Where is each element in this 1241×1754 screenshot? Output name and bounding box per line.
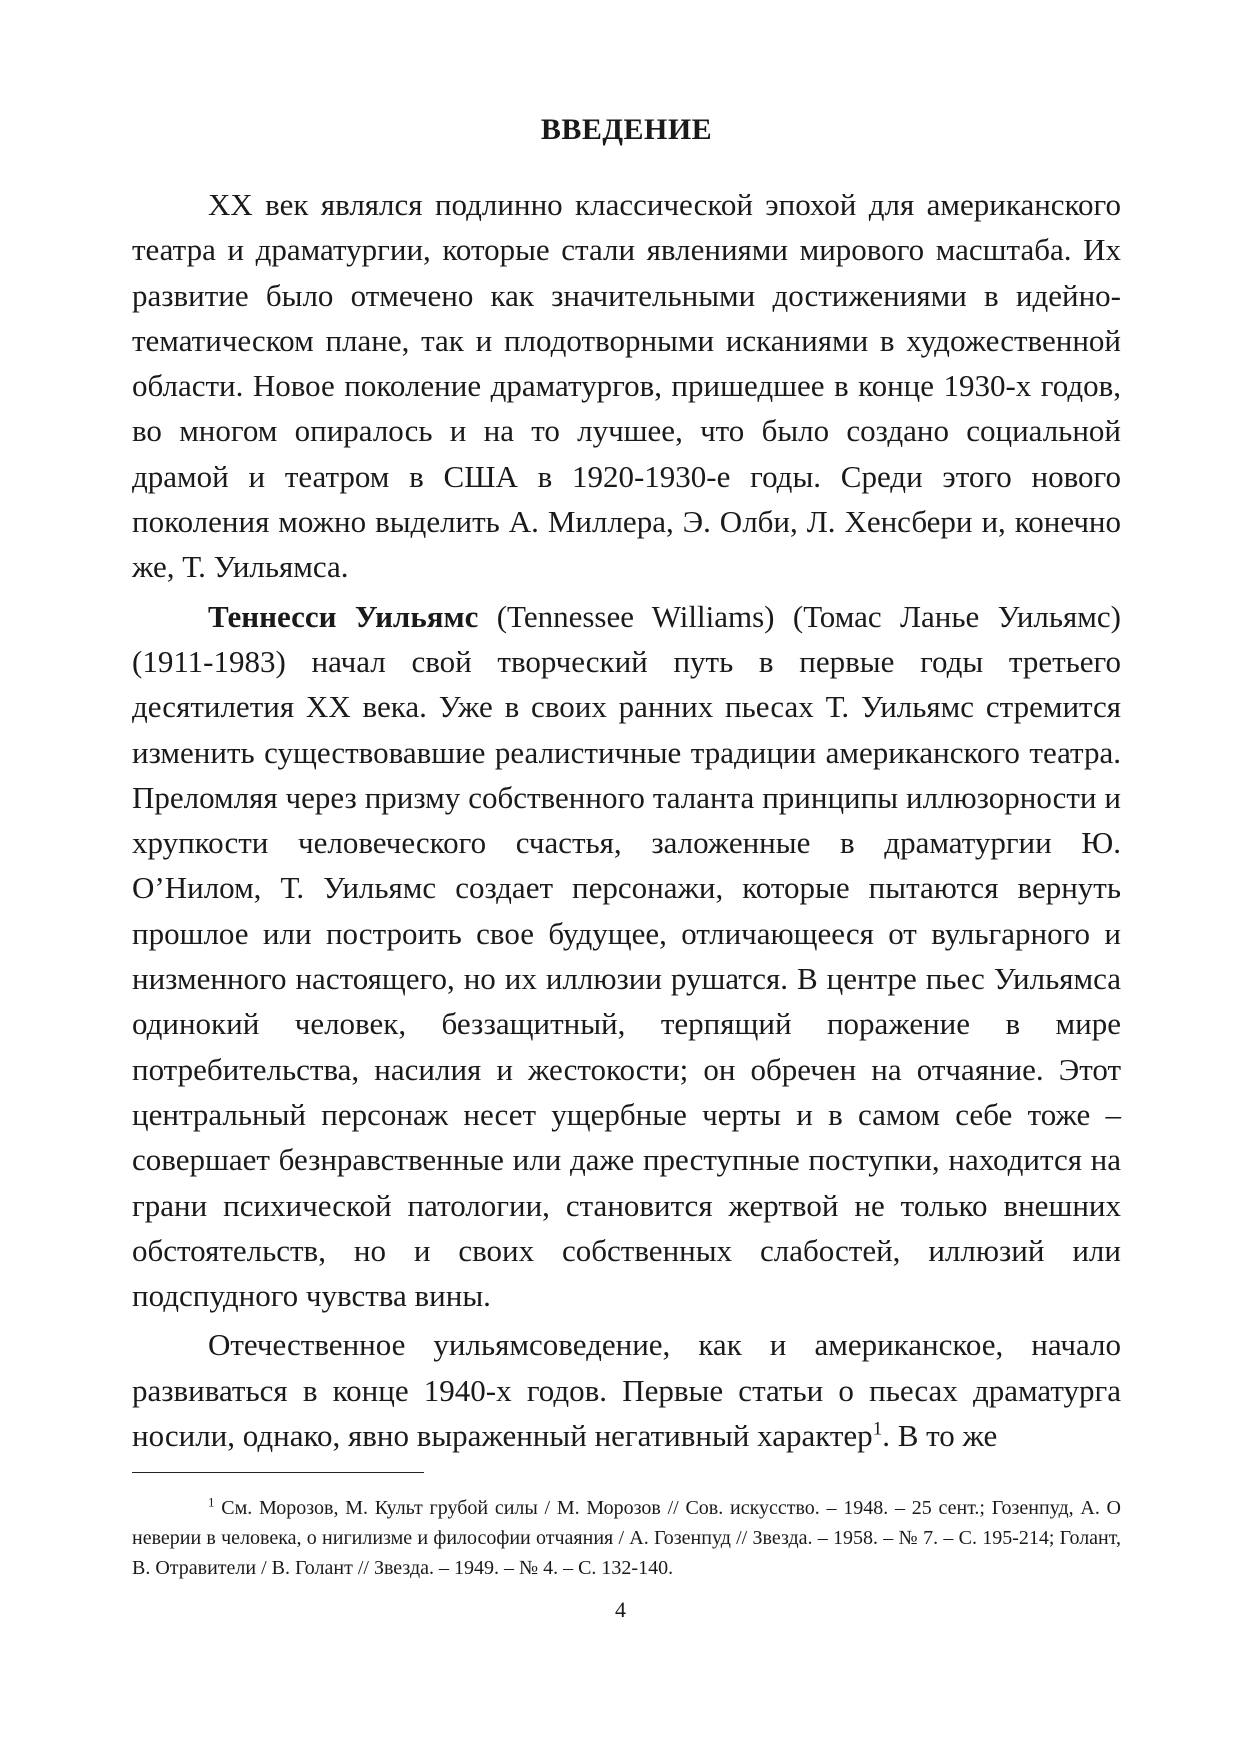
- paragraph-3-text: Отечественное уильямсоведение, как и американское, начало развиваться в конце 1940-х годов. Первые статьи о пьесах драматурга носили, однако, явно выраженный негативный характер: [132, 1327, 1121, 1454]
- footnote-marker: 1: [208, 1494, 215, 1510]
- footnote-reference[interactable]: 1: [872, 1418, 883, 1440]
- paragraph-2-text: (Tennessee Williams) (Томас Ланье Уильямс) (1911-1983) начал свой творческий путь в первые годы третьего десятилетия XX века. Уже в своих ранних пьесах Т. Уильямс стремится изменить существовавшие реалистичные традиции американского театра. Преломляя через призму собственного таланта принципы иллюзорности и хрупкости человеческого счастья, заложенные в драматургии Ю. О’Нилом, Т. Уильямс создает персонажи, которые пытаются вернуть прошлое или построить свое будущее, отличающееся от вульгарного и низменного настоящего, но их иллюзии рушатся. В центре пьес Уильямса одинокий человек, беззащитный, терпящий поражение в мире потребительства, насилия и жестокости; он обречен на отчаяние. Этот центральный персонаж несет ущербные черты и в самом себе тоже – совершает безнравственные или даже преступные поступки, находится на грани психической патологии, становится жертвой не только внешних обстоятельств, но и своих собственных слабостей, иллюзий или подспудного чувства вины.: [132, 598, 1121, 1314]
- paragraph-2: [132, 594, 1121, 1319]
- paragraph-3-end: . В то же: [882, 1418, 998, 1454]
- paragraph-1: XX век являлся подлинно классической эпохой для американского театра и драматургии, которые стали явлениями мирового масштаба. Их развитие было отмечено как значительными достижениями в идейно-тематическом плане, так и плодотворными исканиями в художественной области. Новое поколение драматургов, пришедшее в конце 1930-х годов, во многом опиралось и на то лучшее, что было создано социальной драмой и театром в США в 1920-1930-е годы. Среди этого нового поколения можно выделить А. Миллера, Э. Олби, Л. Хенсбери и, конечно же, Т. Уильямса.: [132, 187, 1121, 585]
- author-name: Теннесси Уильямс: [208, 598, 479, 634]
- section-heading: ВВЕДЕНИЕ: [540, 113, 713, 146]
- footnote-text: См. Морозов, М. Культ грубой силы / М. Морозов // Сов. искусство. – 1948. – 25 сент.; Гозенпуд, А. О неверии в человека, о нигилизме и философии отчаяния / А. Гозенпуд // Звезда. – 1958. – № 7. – С. 195-214; Голант, В. Отравители / В. Голант // Звезда. – 1949. – № 4. – С. 132-140.: [132, 1497, 1121, 1579]
- paragraph-3: [132, 1322, 1121, 1458]
- page-number: 4: [615, 1597, 626, 1622]
- footnote-separator: [132, 1472, 424, 1473]
- footnote: [132, 1493, 1121, 1583]
- page-body: [132, 110, 1121, 1458]
